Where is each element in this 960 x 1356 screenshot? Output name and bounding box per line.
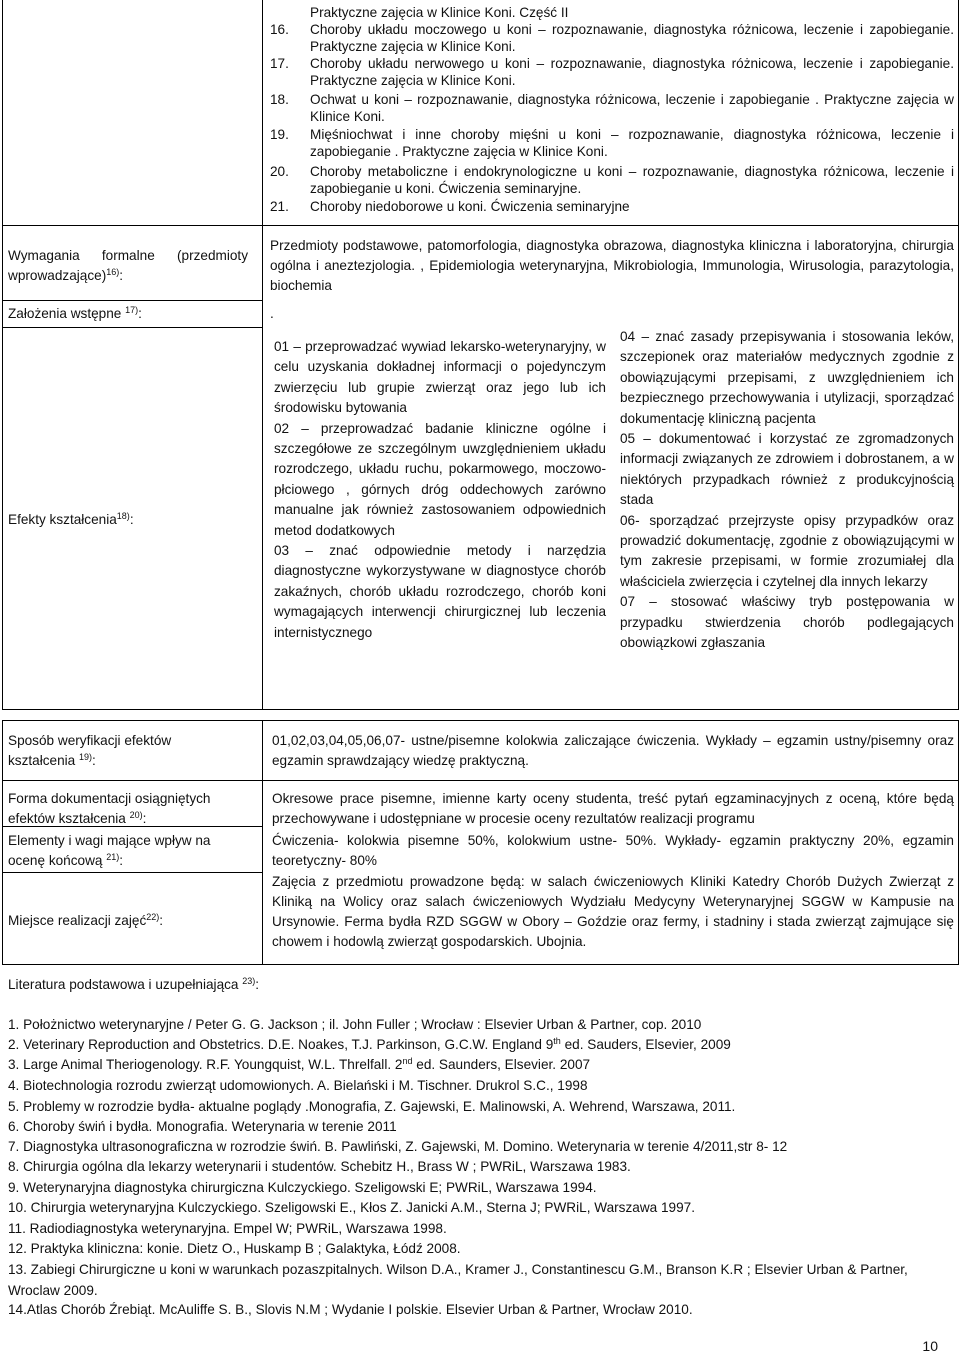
- footnote-ref: 21): [106, 852, 120, 862]
- literature-item-3: [8, 1055, 954, 1076]
- forma-value: Okresowe prace pisemne, imienne karty oceny studenta, treść pytań egzaminacyjnych z oceną, które będą przechowywane i udostępniane w procesie oceny rezultatów realizacji programu: [272, 791, 954, 826]
- zalozenia-label: [8, 304, 142, 324]
- miejsce-label: [8, 911, 163, 931]
- content-item-20: [270, 164, 954, 197]
- footnote-ref: 19): [79, 752, 93, 762]
- miejsce-value: Zajęcia z przedmiotu prowadzone będą: w salach ćwiczeniowych Kliniki Katedry Chorób Dużych Zwierząt z Kliniką na Wolicy oraz salach ćwiczeniowych Wydziału Medycyny Weterynaryjnej SGGW w Kampusie na Ursynowie. Ferma bydła RZD SGGW w Obory – Goździe oraz fermy, i stadniny i stada zwierząt zajmujące się chowem i hodowlą zwierząt gospodarskich. Ubojnia.: [272, 874, 954, 949]
- ordinal-suffix: nd: [402, 1056, 413, 1066]
- wymagania-label-text: Wymagania formalne (przedmioty wprowadzające): [8, 248, 248, 283]
- wymagania-value: Przedmioty podstawowe, patomorfologia, diagnostyka obrazowa, diagnostyka kliniczna i laboratoryjna, chirurgia ogólna i aneztezjologia. , Epidemiologia weterynaryjna, Mikrobiologia, Immunologia, Wirusologia, parazytologia, biochemia: [270, 238, 954, 293]
- literature-item-4: 4. Biotechnologia rozrodu zwierząt udomowionych. A. Bielański i M. Tischner. Drukrol S.C., 1998: [8, 1078, 588, 1093]
- footnote-ref: 18): [116, 511, 130, 521]
- row-divider-top: [2, 225, 959, 226]
- label-colon: :: [159, 913, 164, 928]
- literature-item-14: 14.Atlas Chorób Źrebiąt. McAuliffe S. B., Slovis N.M ; Wydanie I polskie. Elsevier Urban & Partner, Wrocław 2010.: [8, 1302, 693, 1317]
- footnote-ref: 20): [129, 810, 143, 820]
- literature-item-7: 7. Diagnostyka ultrasonograficzna w rozrodzie świń. B. Pawliński, Z. Gajewski, M. Domino. Weterynaria w terenie 4/2011,str 8- 12: [8, 1139, 788, 1154]
- efekty-right-column: [620, 327, 954, 654]
- literature-item-3-text-end: ed. Saunders, Elsevier. 2007: [412, 1057, 591, 1072]
- content-item-number: 21.: [270, 199, 289, 214]
- label-colon: :: [138, 306, 142, 321]
- content-intro-line: Praktyczne zajęcia w Klinice Koni. Część II: [310, 5, 569, 20]
- sposob-label: [8, 731, 171, 771]
- zalozenia-label-text: Założenia wstępne: [8, 306, 122, 321]
- miejsce-label-text: Miejsce realizacji zajęć: [8, 913, 147, 928]
- effect-06: 06- sporządzać przejrzyste opisy przypadków oraz prowadzić dokumentację, zgodnie z obowiązującymi w tym zakresie przepisami, w formie zrozumiałej dla właściciela zwierzęcia i czytelnej dla innych lekarzy: [620, 512, 954, 589]
- table-right-border: [958, 0, 959, 710]
- label-colon: :: [119, 268, 124, 283]
- table-column-divider: [262, 0, 263, 710]
- wymagania-label: [8, 246, 248, 286]
- literature-item-8: 8. Chirurgia ogólna dla lekarzy weterynarii i studentów. Schebitz H., Brass W ; PWRiL, Warszawa 1983.: [8, 1159, 631, 1174]
- literatura-label: [8, 975, 259, 995]
- elementy-label-line1: Elementy i wagi mające wpływ na: [8, 833, 211, 848]
- literature-item-10: 10. Chirurgia weterynaryjna Kulczyckiego. Szeligowski E., Kłos Z. Janicki A.M., Sterna J; PWRiL, Warszawa 1997.: [8, 1200, 695, 1215]
- table2-bottom-border: [2, 964, 959, 965]
- efekty-left-column: [274, 337, 606, 643]
- label-colon: :: [255, 977, 260, 992]
- efekty-label: [8, 510, 134, 530]
- literature-item-1: 1. Położnictwo weterynaryjne / Peter G. G. Jackson ; il. John Fuller ; Wrocław : Elsevier Urban & Partner, cop. 2010: [8, 1017, 702, 1032]
- label-colon: :: [142, 811, 147, 826]
- elementy-label-line2: ocenę końcową: [8, 853, 103, 868]
- label-colon: :: [129, 512, 134, 527]
- literature-item-2-text-end: ed. Sauders, Elsevier, 2009: [560, 1037, 731, 1052]
- content-item-number: 17.: [270, 56, 289, 71]
- effect-07: 07 – stosować właściwy tryb postępowania w przypadku stwierdzenia chorób podlegających obowiązkowi zgłaszania: [620, 594, 954, 651]
- table2-left-border: [2, 720, 3, 965]
- effect-01: 01 – przeprowadzać wywiad lekarsko-weterynaryjny, w celu uzyskania dokładnej informacji o pojedynczym zwierzęciu lub grupie zwierząt oraz jego lub ich środowisku bytowania: [274, 339, 606, 416]
- content-item-21: [270, 199, 954, 216]
- literature-item-3-text: 3. Large Animal Theriogenology. R.F. Youngquist, W.L. Threlfall. 2: [8, 1057, 403, 1072]
- table2-right-border: [958, 720, 959, 965]
- elementy-value: Ćwiczenia- kolokwia pisemne 50%, kolokwium ustne- 50%. Wykłady- egzamin praktyczny 20%, egzamin teoretyczny- 80%: [272, 833, 954, 868]
- table2-column-divider: [262, 720, 263, 965]
- content-item-text: Choroby metaboliczne i endokrynologiczne u koni – rozpoznawanie, diagnostyka różnicowa, leczenie i zapobieganie u koni. Ćwiczenia seminaryjne.: [310, 164, 954, 196]
- content-item-number: 18.: [270, 92, 289, 107]
- sposob-label-line1: Sposób weryfikacji efektów: [8, 733, 172, 748]
- literature-item-12: 12. Praktyka kliniczna: konie. Dietz O., Huskamp B ; Galaktyka, Łódź 2008.: [8, 1241, 461, 1256]
- literatura-label-text: Literatura podstawowa i uzupełniająca: [8, 977, 239, 992]
- row-divider-sposob: [2, 780, 959, 781]
- footnote-ref: 17): [125, 305, 139, 315]
- content-item-text: Mięśniochwat i inne choroby mięśni u koni – rozpoznawanie, diagnostyka różnicowa, leczenie i zapobieganie . Praktyczne zajęcia w Klinice Koni.: [310, 127, 954, 159]
- row-divider-elementy: [2, 872, 263, 873]
- forma-label: [8, 789, 211, 829]
- efekty-label-text: Efekty kształcenia: [8, 512, 117, 527]
- footnote-ref: 22): [146, 912, 160, 922]
- sposob-label-line2: kształcenia: [8, 753, 76, 768]
- forma-label-line2: efektów kształcenia: [8, 811, 126, 826]
- content-item-17: [270, 56, 954, 89]
- ordinal-suffix: th: [553, 1036, 561, 1046]
- effect-05: 05 – dokumentować i korzystać ze zgromadzonych informacji związanych ze zdrowiem i dobrostanem, a w niektórych przypadkach również z produkcyjnością stada: [620, 431, 954, 508]
- effect-02: 02 – przeprowadzać badanie kliniczne ogólne i szczegółowe ze szczególnym uwzględnieniem układu rozrodczego, układu ruchu, pokarmowego, moczowo-płciowego , górnych dróg oddechowych zarówno manualne jak również zastosowaniem odpowiednich metod dodatkowych: [274, 420, 606, 538]
- content-item-number: 19.: [270, 127, 289, 142]
- zalozenia-value: .: [270, 306, 274, 321]
- literature-item-5: 5. Problemy w rozrodzie bydła- aktualne poglądy .Monografia, Z. Gajewski, E. Malinowski, A. Wehrend, Warszawa, 2011.: [8, 1099, 736, 1114]
- effect-03: 03 – znać odpowiednie metody i narzędzia diagnostyczne wykorzystywane w diagnostyce chorób zakaźnych, chorób układu rozrodczego, chorób koni wymagających interwencji chirurgicznej lub leczenia internistycznego: [274, 543, 606, 640]
- elementy-label: [8, 831, 210, 871]
- content-item-text: Choroby niedoborowe u koni. Ćwiczenia seminaryjne: [310, 199, 630, 214]
- row-divider-zalozenia: [2, 327, 263, 328]
- table-left-border: [2, 0, 3, 710]
- content-item-text: Ochwat u koni – rozpoznawanie, diagnostyka różnicowa, leczenie i zapobieganie . Praktyczne zajęcia w Klinice Koni.: [310, 92, 954, 124]
- footnote-ref: 23): [242, 976, 256, 986]
- page-number: 10: [922, 1338, 938, 1354]
- label-colon: :: [119, 853, 124, 868]
- literature-item-11: 11. Radiodiagnostyka weterynaryjna. Empel W; PWRiL, Warszawa 1998.: [8, 1221, 447, 1236]
- literature-item-13: 13. Zabiegi Chirurgiczne u koni w warunkach pozaszpitalnych. Wilson D.A., Kramer J., Constantinescu G.M., Branson K.R ; Elsevier Urban & Partner, Wroclaw 2009.: [8, 1262, 908, 1298]
- footnote-ref: 16): [106, 267, 120, 277]
- literature-item-9: 9. Weterynaryjna diagnostyka chirurgiczna Kulczyckiego. Szeligowski E; PWRiL, Warszawa 1994.: [8, 1180, 597, 1195]
- content-item-text: Choroby układu nerwowego u koni – rozpoznawanie, diagnostyka różnicowa, leczenie i zapobieganie. Praktyczne zajęcia w Klinice Koni.: [310, 56, 954, 88]
- content-item-16: [270, 22, 954, 55]
- row-divider-wymagania: [2, 300, 263, 301]
- content-item-19: [270, 127, 954, 160]
- table-bottom-border: [2, 709, 959, 710]
- table2-top-border: [2, 720, 959, 721]
- content-item-number: 16.: [270, 22, 289, 37]
- literature-item-6: 6. Choroby świń i bydła. Monografia. Weterynaria w terenie 2011: [8, 1119, 397, 1134]
- sposob-value: 01,02,03,04,05,06,07- ustne/pisemne kolokwia zaliczające ćwiczenia. Wykłady – egzamin ustny/pisemny oraz egzamin sprawdzający wiedzę praktyczną.: [272, 733, 954, 768]
- literature-item-2-text: 2. Veterinary Reproduction and Obstetrics. D.E. Noakes, T.J. Parkinson, G.C.W. England 9: [8, 1037, 554, 1052]
- content-item-number: 20.: [270, 164, 289, 179]
- label-colon: :: [92, 753, 96, 768]
- forma-label-line1: Forma dokumentacji osiągniętych: [8, 791, 211, 806]
- effect-04: 04 – znać zasady przepisywania i stosowania leków, szczepionek oraz materiałów medycznych zgodnie z obowiązującymi przepisami, z uwzględnieniem ich bezpiecznego przechowywania i utylizacji, sporządzać dokumentację kliniczną pacjenta: [620, 329, 954, 426]
- content-item-text: Choroby układu moczowego u koni – rozpoznawanie, diagnostyka różnicowa, leczenie i zapobieganie. Praktyczne zajęcia w Klinice Koni.: [310, 22, 954, 54]
- content-item-18: [270, 92, 954, 125]
- literature-item-2: [8, 1035, 954, 1056]
